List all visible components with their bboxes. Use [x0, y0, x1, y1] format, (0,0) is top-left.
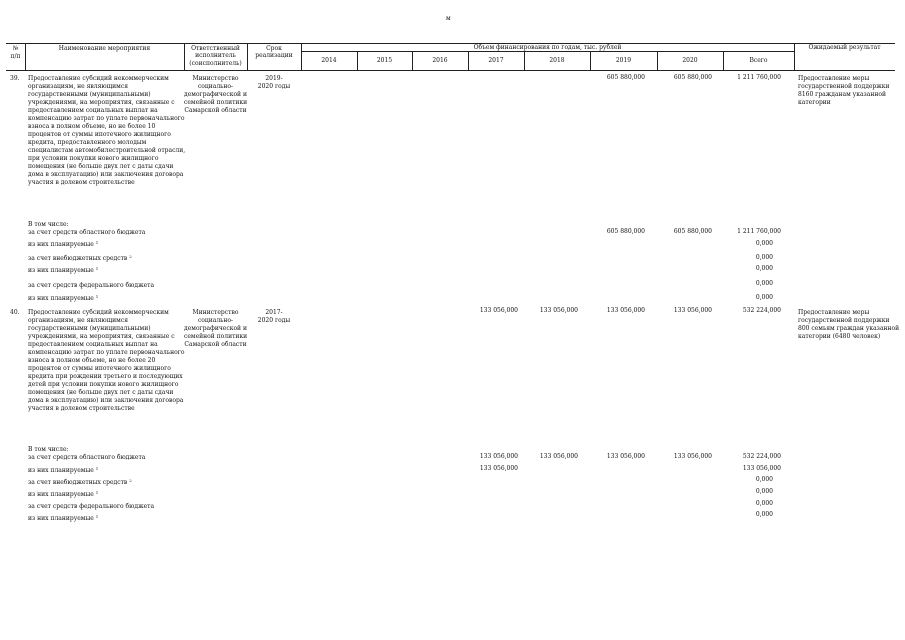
footnote-mark: 1 [95, 240, 99, 245]
source-label: из них планируемые $^1$ [28, 240, 99, 248]
row-name-line: предоставлением социальных выплат на [28, 107, 158, 114]
source-value-total: 0,000 [755, 240, 773, 247]
header-bottom-border [6, 70, 895, 71]
row-name-line: процентов от суммы ипотечного жилищного [28, 365, 171, 372]
footnote-mark: 2 [129, 478, 132, 483]
header-name: Наименование мероприятия [58, 45, 151, 52]
row-name-line: дома в эксплуатацию) или заключения договора [28, 171, 184, 178]
header-year-2015: 2015 [376, 57, 393, 64]
source-label: за счет средств областного бюджета [28, 454, 146, 461]
row-number: 39. [10, 75, 20, 82]
result-line: категории [798, 99, 831, 106]
row-name-line: при условии покупки нового жилищного [28, 155, 159, 162]
source-label: из них планируемые $^1$ [28, 490, 99, 498]
row-name-line: государственными (муниципальными) [28, 325, 151, 332]
value-2020: 605 880,000 [673, 74, 712, 81]
source-value-total: 0,000 [755, 294, 773, 301]
source-value-total: 0,000 [755, 254, 773, 261]
result-line: государственной поддержки [798, 317, 890, 324]
header-num-1: № [12, 45, 19, 52]
footnote-mark: 1 [95, 266, 99, 271]
in-total-label: В том числе: [28, 221, 69, 228]
executor-line: семейной политики [184, 333, 248, 340]
header-financing: Объем финансирования по годам, тыс. рублей [473, 44, 622, 51]
row-name-line: детей при условии покупки нового жилищного [28, 381, 179, 388]
source-value-total: 532 224,000 [742, 453, 781, 460]
executor-line: Самарской области [184, 107, 247, 114]
value-2017: 133 056,000 [479, 307, 518, 314]
executor-line: демографической и [184, 325, 247, 332]
source-value-total: 0,000 [755, 476, 773, 483]
term-line: 2020 годы [257, 317, 291, 324]
row-name-line: процентов от суммы ипотечного жилищного [28, 131, 171, 138]
source-value-total: 0,000 [755, 488, 773, 495]
executor-line: Министерство [192, 309, 239, 316]
row-name-line: компенсацию затрат по уплате первоначального [28, 349, 185, 356]
row-name-line: учреждениями, на мероприятия, связанные с [28, 99, 175, 106]
header-executor-1: Ответственный [191, 45, 240, 52]
value-2018: 133 056,000 [539, 307, 578, 314]
source-value-total: 0,000 [755, 280, 773, 287]
source-value-2018: 133 056,000 [539, 453, 578, 460]
source-value-total: 1 211 760,000 [737, 228, 781, 235]
term-line: 2019- [265, 75, 283, 82]
term-line: 2020 годы [257, 83, 291, 90]
row-name-line: государственными (муниципальными) [28, 91, 151, 98]
row-name-line: учреждениями, на мероприятия, связанные с [28, 333, 175, 340]
row-name-line: Предоставление субсидий некоммерческим [28, 75, 169, 82]
page-number: м [446, 15, 451, 22]
row-name-line: помещения (не больше двух лет с даты сдачи [28, 163, 174, 170]
row-name-line: организациям, не являющимся [28, 83, 128, 90]
footnote-mark: 1 [95, 514, 99, 519]
row-name-line: Предоставление субсидий некоммерческим [28, 309, 169, 316]
executor-line: Министерство [192, 75, 239, 82]
header-year-2017: 2017 [488, 57, 504, 64]
source-label: за счет средств федерального бюджета [28, 282, 155, 289]
result-line: Предоставление меры [798, 309, 870, 316]
footnote-mark: 1 [95, 490, 99, 495]
source-label: за счет внебюджетных средств $^2$ [28, 254, 132, 262]
header-term-1: Срок [266, 45, 282, 52]
source-value-2020: 605 880,000 [673, 228, 712, 235]
header-year-2019: 2019 [615, 57, 632, 64]
source-label: из них планируемые $^1$ [28, 466, 99, 474]
row-name-line: кредита, предоставленного молодым [28, 139, 147, 146]
source-label: за счет средств федерального бюджета [28, 503, 155, 510]
executor-line: Самарской области [184, 341, 247, 348]
source-value-total: 0,000 [755, 265, 773, 272]
term-line: 2017- [265, 309, 283, 316]
executor-line: демографической и [184, 91, 247, 98]
row-name-line: организациям, не являющимся [28, 317, 128, 324]
header-year-2014: 2014 [321, 57, 337, 64]
footnote-mark: 1 [95, 294, 99, 299]
header-year-2018: 2018 [549, 57, 565, 64]
source-value-total: 133 056,000 [742, 465, 781, 472]
source-label: из них планируемые $^1$ [28, 514, 99, 522]
result-line: 8160 гражданам указанной [798, 91, 886, 98]
row-name-line: взноса в полном объеме, но не более 10 [28, 123, 156, 130]
value-2019: 133 056,000 [606, 307, 645, 314]
executor-line: социально- [197, 83, 234, 90]
footnote-mark: 2 [129, 254, 132, 259]
row-name-line: предоставлением социальных выплат на [28, 341, 158, 348]
source-label: за счет внебюджетных средств $^2$ [28, 478, 132, 486]
source-label: из них планируемые $^1$ [28, 266, 99, 274]
source-value-2020: 133 056,000 [673, 453, 712, 460]
value-2020: 133 056,000 [673, 307, 712, 314]
result-line: категории (6480 человек) [798, 333, 881, 340]
value-total: 532 224,000 [742, 307, 781, 314]
header-executor-2: исполнитель [195, 52, 236, 59]
row-name-line: специалистам автомобилестроительной отрасли, [28, 147, 186, 154]
source-value-total: 0,000 [755, 500, 773, 507]
header-year-2020: 2020 [682, 57, 698, 64]
source-value-2019: 605 880,000 [606, 228, 645, 235]
source-label: за счет средств областного бюджета [28, 229, 146, 236]
row-name-line: кредита при рождении третьего и последующих [28, 373, 183, 380]
executor-line: социально- [197, 317, 234, 324]
footnote-mark: 1 [95, 466, 99, 471]
source-value-2017: 133 056,000 [479, 465, 518, 472]
header-executor-3: (соисполнитель) [189, 60, 242, 67]
value-2019: 605 880,000 [606, 74, 645, 81]
row-name-line: дома в эксплуатацию) или заключения договора [28, 397, 184, 404]
source-value-2019: 133 056,000 [606, 453, 645, 460]
header-num-2: п/п [10, 53, 21, 60]
value-total: 1 211 760,000 [737, 74, 781, 81]
in-total-label: В том числе: [28, 446, 69, 453]
row-name-line: взноса в полном объеме, но не более 20 [28, 357, 156, 364]
header-total: Всего [749, 57, 768, 64]
result-line: 800 семьям граждан указанной [798, 325, 900, 332]
executor-line: семейной политики [184, 99, 248, 106]
header-year-2016: 2016 [432, 57, 448, 64]
source-label: из них планируемые $^1$ [28, 294, 99, 302]
row-name-line: компенсацию затрат по уплате первоначального [28, 115, 185, 122]
row-name-line: помещения (не больше двух лет с даты сдачи [28, 389, 174, 396]
source-value-total: 0,000 [755, 511, 773, 518]
result-line: Предоставление меры [798, 75, 870, 82]
row-name-line: участия в долевом строительстве [28, 179, 135, 186]
header-result: Ожидаемый результат [808, 44, 881, 51]
source-value-2017: 133 056,000 [479, 453, 518, 460]
result-line: государственной поддержки [798, 83, 890, 90]
row-number: 40. [10, 309, 20, 316]
header-term-2: реализации [255, 52, 293, 59]
row-name-line: участия в долевом строительстве [28, 405, 135, 412]
